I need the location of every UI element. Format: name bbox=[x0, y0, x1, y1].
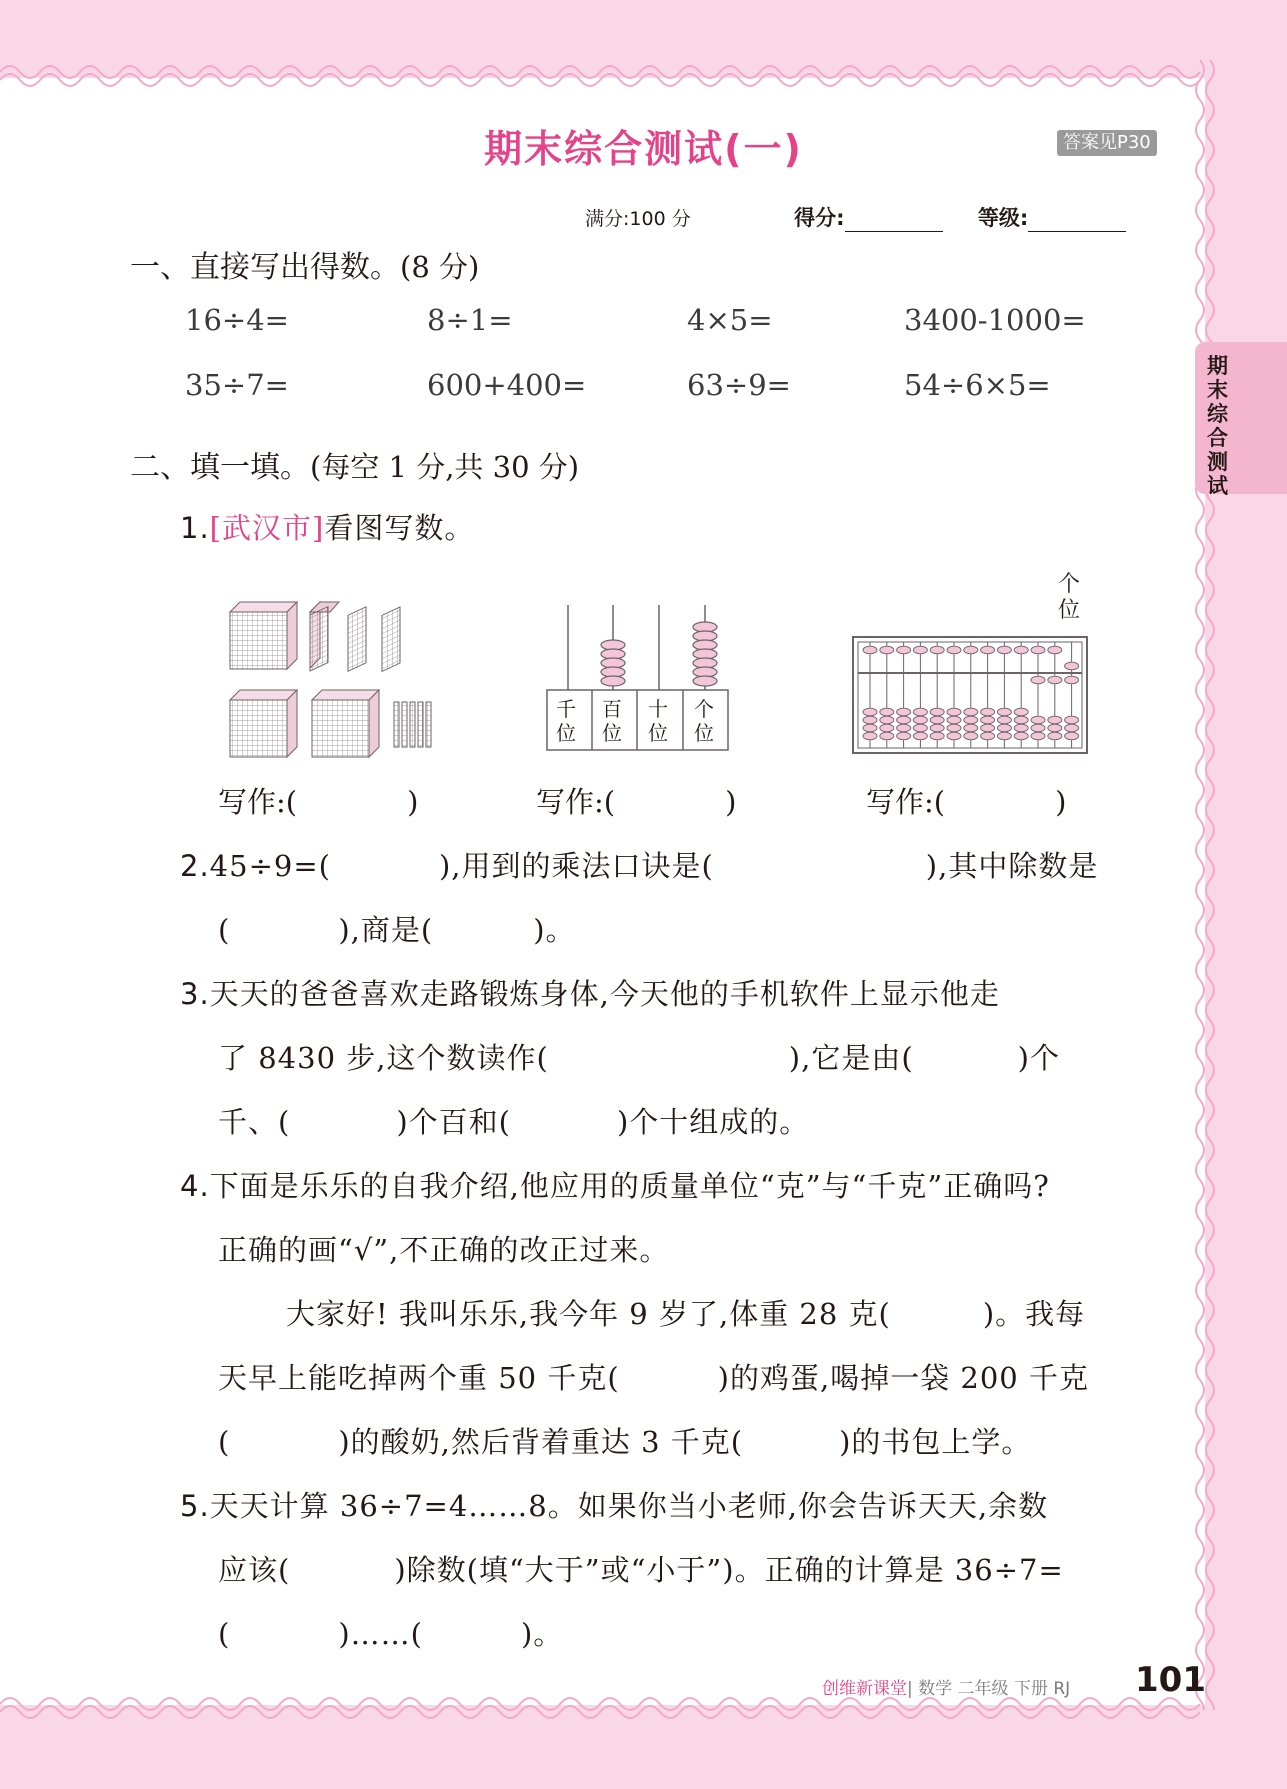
question-1-text: 看图写数。 bbox=[324, 511, 475, 545]
abacus-bead bbox=[964, 646, 978, 654]
abacus-bead bbox=[930, 646, 944, 654]
abacus-bead bbox=[1014, 732, 1028, 740]
q4-text-5c: )的书包上学。 bbox=[839, 1425, 1032, 1459]
abacus-bead bbox=[1031, 676, 1045, 684]
abacus-bead bbox=[897, 724, 911, 732]
question-4-line-4 bbox=[218, 1356, 1089, 1397]
abacus-bead bbox=[880, 708, 894, 716]
footer-brand: 创维新课堂 bbox=[822, 1679, 907, 1699]
write-label-1: 写作:( bbox=[218, 785, 298, 819]
abacus-bead bbox=[913, 716, 927, 724]
abacus-bead bbox=[930, 716, 944, 724]
abacus-bead bbox=[964, 716, 978, 724]
abacus-bead bbox=[880, 716, 894, 724]
abacus-bead bbox=[947, 732, 961, 740]
write-close-1: ) bbox=[407, 785, 419, 819]
q5-text-3b: )……( bbox=[338, 1617, 423, 1651]
section-2-heading bbox=[130, 442, 579, 486]
abacus-bead bbox=[880, 724, 894, 732]
abacus-bead bbox=[964, 708, 978, 716]
q2-text-2a: ( bbox=[218, 913, 231, 947]
q4-text-3b: )。我每 bbox=[982, 1297, 1086, 1331]
abacus-bead bbox=[997, 708, 1011, 716]
section-1-points: (8 分) bbox=[400, 250, 480, 284]
question-3-line-2 bbox=[218, 1036, 1060, 1077]
abacus-bead bbox=[863, 732, 877, 740]
calc-item-8: 54÷6×5= bbox=[904, 368, 1051, 402]
page-title: 期末综合测试(一) bbox=[484, 127, 803, 171]
q4-text-4a: 天早上能吃掉两个重 50 千克( bbox=[218, 1361, 620, 1395]
thousand-cube-1 bbox=[230, 602, 297, 669]
abacus-bead bbox=[1048, 732, 1062, 740]
counter-label-tens: 十位 bbox=[648, 697, 668, 745]
abacus-bead bbox=[1014, 716, 1028, 724]
abacus-bead bbox=[863, 646, 877, 654]
grade-label: 等级: bbox=[977, 206, 1029, 230]
calc-item-6: 600+400= bbox=[427, 368, 587, 402]
abacus-bead bbox=[1014, 646, 1028, 654]
hundreds-beads bbox=[601, 640, 625, 686]
q2-text-1c: ),其中除数是 bbox=[925, 849, 1099, 883]
abacus-bead bbox=[997, 732, 1011, 740]
question-1-number: 1. bbox=[180, 511, 210, 545]
calc-item-2: 8÷1= bbox=[427, 303, 513, 337]
thousand-cube-3 bbox=[312, 690, 379, 757]
abacus-bead bbox=[1065, 732, 1079, 740]
calc-item-4: 3400-1000= bbox=[904, 303, 1086, 337]
question-5-number: 5. bbox=[180, 1489, 210, 1523]
score-row bbox=[585, 202, 1126, 232]
abacus-bead bbox=[1014, 724, 1028, 732]
abacus-bead bbox=[1048, 716, 1062, 724]
calc-item-7: 63÷9= bbox=[687, 368, 791, 402]
top-wave-border bbox=[0, 52, 1287, 92]
full-score-label: 满分:100 分 bbox=[585, 208, 691, 230]
answer-reference-tag: 答案见P30 bbox=[1057, 130, 1157, 156]
abacus-ones-label: 个位 bbox=[1058, 572, 1081, 623]
question-3-line-3 bbox=[218, 1100, 809, 1141]
q5-text-2a: 应该( bbox=[218, 1553, 291, 1587]
abacus-bead bbox=[1065, 716, 1079, 724]
thousand-cube-2 bbox=[230, 690, 297, 757]
abacus-bead bbox=[1031, 732, 1045, 740]
write-label-3: 写作:( bbox=[866, 785, 946, 819]
calc-item-1: 16÷4= bbox=[185, 303, 289, 337]
abacus-bead bbox=[997, 646, 1011, 654]
q3-text-2b: ),它是由( bbox=[788, 1041, 914, 1075]
abacus-bead bbox=[930, 732, 944, 740]
score-blank[interactable] bbox=[845, 209, 943, 232]
q3-text-3a: 千、( bbox=[218, 1105, 291, 1139]
abacus-bead bbox=[947, 708, 961, 716]
abacus-bead bbox=[913, 732, 927, 740]
abacus-bead bbox=[947, 716, 961, 724]
q2-text-1a: 45÷9=( bbox=[209, 849, 331, 883]
score-label: 得分: bbox=[794, 206, 845, 230]
counter-label-hundreds: 百位 bbox=[602, 697, 622, 745]
footer-subject: | 数学 二年级 下册 RJ bbox=[907, 1679, 1071, 1699]
q5-text-1: 天天计算 36÷7=4……8。如果你当小老师,你会告诉天天,余数 bbox=[209, 1489, 1049, 1523]
abacus-bead bbox=[947, 724, 961, 732]
ones-beads bbox=[693, 622, 717, 686]
abacus-bead bbox=[947, 646, 961, 654]
abacus-bead bbox=[880, 732, 894, 740]
abacus-bead bbox=[1065, 676, 1079, 684]
q4-text-5b: )的酸奶,然后背着重达 3 千克( bbox=[338, 1425, 744, 1459]
ten-rods bbox=[394, 702, 431, 747]
write-label-2: 写作:( bbox=[536, 785, 616, 819]
q4-text-4b: )的鸡蛋,喝掉一袋 200 千克 bbox=[717, 1361, 1089, 1395]
abacus-bead bbox=[1048, 646, 1062, 654]
abacus-bead bbox=[863, 716, 877, 724]
abacus-bead bbox=[913, 708, 927, 716]
question-4-line-5 bbox=[218, 1420, 1031, 1461]
abacus-bead bbox=[880, 646, 894, 654]
question-3-number: 3. bbox=[180, 977, 210, 1011]
q3-text-1: 天天的爸爸喜欢走路锻炼身体,今天他的手机软件上显示他走 bbox=[209, 977, 1000, 1011]
abacus-bead bbox=[981, 708, 995, 716]
abacus-bead bbox=[1031, 646, 1045, 654]
abacus-bead bbox=[997, 724, 1011, 732]
write-answer-3[interactable] bbox=[866, 780, 1066, 821]
abacus-bead bbox=[1048, 676, 1062, 684]
abacus-bead bbox=[863, 724, 877, 732]
question-1 bbox=[180, 506, 474, 547]
question-2-line-2 bbox=[218, 908, 576, 949]
q3-text-3c: )个十组成的。 bbox=[616, 1105, 810, 1139]
q3-text-2c: )个 bbox=[1017, 1041, 1060, 1075]
question-3-line-1 bbox=[180, 972, 1000, 1013]
q4-text-3a: 大家好! 我叫乐乐,我今年 9 岁了,体重 28 克( bbox=[286, 1297, 891, 1331]
abacus-bead bbox=[897, 646, 911, 654]
write-close-3: ) bbox=[1055, 785, 1067, 819]
counter-label-thousands: 千位 bbox=[556, 697, 576, 745]
abacus-bead bbox=[981, 716, 995, 724]
abacus-bead bbox=[913, 724, 927, 732]
abacus-bead bbox=[863, 708, 877, 716]
abacus-bead bbox=[1048, 724, 1062, 732]
abacus-bead bbox=[981, 724, 995, 732]
hundred-flat-1 bbox=[310, 602, 339, 671]
bottom-wave-border bbox=[0, 1690, 1287, 1730]
abacus-bead bbox=[930, 724, 944, 732]
grade-blank[interactable] bbox=[1028, 209, 1126, 232]
question-4-line-3 bbox=[286, 1292, 1085, 1333]
abacus-bead bbox=[1031, 724, 1045, 732]
section-2-title: 二、填一填。 bbox=[130, 450, 310, 485]
q3-text-3b: )个百和( bbox=[396, 1105, 511, 1139]
calc-item-3: 4×5= bbox=[687, 303, 773, 337]
abacus-bead bbox=[1065, 662, 1079, 670]
abacus-figure bbox=[852, 636, 1088, 754]
question-4-line-2 bbox=[218, 1228, 669, 1269]
abacus-bead bbox=[981, 732, 995, 740]
q5-text-3a: ( bbox=[218, 1617, 231, 1651]
write-answer-1[interactable] bbox=[218, 780, 418, 821]
abacus-bead bbox=[964, 724, 978, 732]
abacus-bead bbox=[981, 646, 995, 654]
question-2-number: 2. bbox=[180, 849, 210, 883]
page-number: 101 bbox=[1135, 1660, 1206, 1700]
q2-text-1b: ),用到的乘法口诀是( bbox=[438, 849, 714, 883]
q4-text-5a: ( bbox=[218, 1425, 231, 1459]
write-close-2: ) bbox=[725, 785, 737, 819]
footer bbox=[822, 1674, 1070, 1699]
q3-text-2a: 了 8430 步,这个数读作( bbox=[218, 1041, 549, 1075]
hundred-flat-3 bbox=[382, 607, 400, 671]
abacus-bead bbox=[897, 732, 911, 740]
abacus-bead bbox=[897, 708, 911, 716]
calc-item-5: 35÷7= bbox=[185, 368, 289, 402]
question-5-line-3 bbox=[218, 1612, 563, 1653]
abacus-bead bbox=[1065, 724, 1079, 732]
abacus-bead bbox=[913, 646, 927, 654]
counter-label-ones: 个位 bbox=[694, 697, 714, 745]
question-2-line-1 bbox=[180, 844, 1098, 885]
abacus-bead bbox=[1014, 708, 1028, 716]
q2-text-2c: )。 bbox=[533, 913, 576, 947]
side-tab-label: 期末综合测试 bbox=[1207, 354, 1228, 498]
abacus-bead bbox=[930, 708, 944, 716]
q2-text-2b: ),商是( bbox=[338, 913, 434, 947]
q5-text-2b: )除数(填“大于”或“小于”)。正确的计算是 36÷7= bbox=[394, 1553, 1064, 1587]
q4-text-1: 下面是乐乐的自我介绍,他应用的质量单位“克”与“千克”正确吗? bbox=[209, 1169, 1050, 1203]
abacus-bead bbox=[897, 716, 911, 724]
section-1-heading bbox=[130, 242, 479, 286]
base-ten-blocks-figure bbox=[222, 600, 442, 765]
right-wave-border bbox=[1188, 60, 1228, 1710]
abacus-bead bbox=[1031, 716, 1045, 724]
hundred-flat-2 bbox=[348, 607, 366, 671]
question-5-line-2 bbox=[218, 1548, 1064, 1589]
section-1-title: 一、直接写出得数。 bbox=[130, 250, 400, 285]
abacus-bead bbox=[997, 716, 1011, 724]
section-2-points: (每空 1 分,共 30 分) bbox=[310, 450, 580, 484]
question-4-line-1 bbox=[180, 1164, 1050, 1205]
question-1-region-tag: [武汉市] bbox=[209, 511, 325, 545]
q5-text-3c: )。 bbox=[520, 1617, 564, 1651]
write-answer-2[interactable] bbox=[536, 780, 736, 821]
q4-text-2: 正确的画“√”,不正确的改正过来。 bbox=[218, 1233, 670, 1267]
question-4-number: 4. bbox=[180, 1169, 210, 1203]
abacus-bead bbox=[964, 732, 978, 740]
question-5-line-1 bbox=[180, 1484, 1048, 1525]
